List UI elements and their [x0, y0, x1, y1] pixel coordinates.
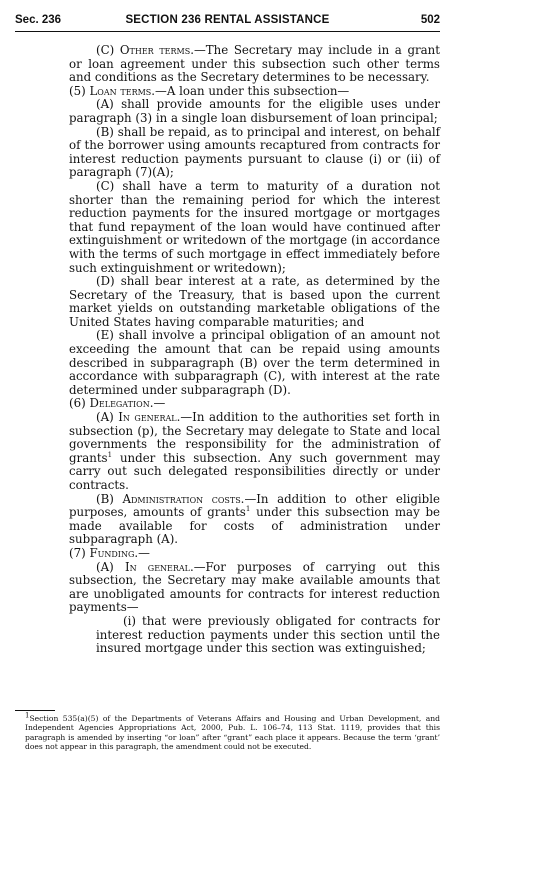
clause-7a-i: (i) that were previously obligated for contracts for interest reduction payments under this section until the insured mortgage under this section was extinguished;: [96, 613, 440, 656]
subparagraph-6b-text: —In addition to other eligible purposes, amounts of grants: [69, 491, 440, 520]
subparagraph-6b: [69, 493, 440, 547]
text-other-terms: —The Secretary may include in a grant or loan agreement under this subsection such other terms and conditions as the Secretary determines to be necessary.: [69, 43, 441, 85]
footnote-rule: [15, 710, 55, 711]
subparagraph-5b: (B) shall be repaid, as to principal and interest, on behalf of the borrower using amounts recaptured from contracts for interest reduction payments pursuant to clause (i) or (ii) of paragraph (7)(A);: [69, 124, 440, 180]
paragraph-7-heading: [69, 547, 440, 561]
subparagraph-5c: (C) shall have a term to maturity of a duration not shorter than the remaining period for which the interest reduction payments for the insured mortgage or mortgages that fund repayment of the loan would have continued after extinguishment or writedown of the mortgage (in accordance with the terms of such mortgage in effect immediately before such extinguishment or writedown);: [69, 178, 440, 275]
subparagraph-6a-number: (A): [96, 410, 119, 425]
footnote-1: [15, 711, 440, 751]
footnote-reference[interactable]: 1: [245, 505, 251, 514]
footnote-marker: 1: [25, 711, 30, 720]
paragraph-6-number: (6): [69, 396, 90, 411]
heading-administration-costs: Administration costs.: [122, 491, 245, 506]
heading-funding: Funding.: [89, 545, 139, 560]
page-number: 502: [420, 14, 440, 26]
running-title: SECTION 236 RENTAL ASSISTANCE: [125, 14, 330, 26]
footnote: [15, 711, 440, 751]
header-rule: [15, 31, 440, 32]
heading-delegation: Delegation.: [89, 396, 154, 411]
subparagraph-6b-number: (B): [96, 491, 123, 506]
subparagraph-5d: (D) shall bear interest at a rate, as determined by the Secretary of the Treasury, that is based upon the current market yields on outstanding marketable obligations of the United States having comparable maturities; and: [69, 274, 440, 329]
subparagraph-6a-text-cont: under this subsection. Any such government may carry out such delegated responsibilities directly or under contracts.: [69, 450, 440, 492]
running-header: [15, 12, 440, 30]
subparagraph-6a: [69, 411, 440, 493]
paragraph-6-heading: [69, 397, 440, 411]
section-reference: Sec. 236: [15, 14, 62, 26]
subparagraph-7a-text: —For purposes of carrying out this subsection, the Secretary may make available amounts that are unobligated amounts for contracts for interest reduction payments—: [69, 559, 440, 615]
subparagraph-5e: (E) shall involve a principal obligation of an amount not exceeding the amount that can be repaid using amounts described in subparagraph (B) over the term determined in accordance with subparagraph (C), with interest at the rate determined under subparagraph (D).: [69, 328, 440, 397]
paragraph-7-dash: —: [138, 545, 150, 560]
subparagraph-7a-number: (A): [96, 559, 125, 574]
statute-body: [69, 44, 440, 656]
heading-loan-terms: Loan terms.: [89, 83, 156, 98]
subparagraph-c-other-terms: (C) Other terms.—The Secretary may include in a grant or loan agreement under this subsection such other terms and conditions as the Secretary determines to be necessary.: [69, 43, 441, 85]
subparagraph-5a: (A) shall provide amounts for the eligible uses under paragraph (3) in a single loan disbursement of loan principal;: [69, 97, 440, 125]
subparagraph-6b-text-cont: under this subsection may be made available for costs of administration under subparagraph (A).: [69, 505, 440, 547]
footnote-text: Section 535(a)(5) of the Departments of Veterans Affairs and Housing and Urban Development, and Independent Agencies Appropriations Act, 2000, Pub. L. 106–74, 113 Stat. 1119, provides that this paragraph is amended by inserting “or loan” after “grant” each place it appears. Because the term ‘grant’ does not appear in this paragraph, the amendment could not be executed.: [25, 714, 440, 751]
paragraph-5-heading: [69, 85, 440, 99]
subparagraph-6a-text: —In addition to the authorities set forth in subsection (p), the Secretary may delegate to State and local governments the responsibility for the administration of grants: [69, 410, 440, 465]
paragraph-5-number: (5): [69, 83, 90, 98]
heading-in-general-6a: In general.: [118, 410, 181, 425]
subparagraph-7a: [69, 561, 440, 615]
paragraph-5-intro: —A loan under this subsection—: [155, 83, 350, 98]
paragraph-6-dash: —: [153, 396, 166, 411]
footnote-reference[interactable]: 1: [107, 450, 113, 459]
heading-other-terms: Other terms.: [119, 43, 194, 57]
paragraph-7-number: (7): [69, 545, 90, 560]
heading-in-general-7a: In general.: [124, 559, 194, 574]
